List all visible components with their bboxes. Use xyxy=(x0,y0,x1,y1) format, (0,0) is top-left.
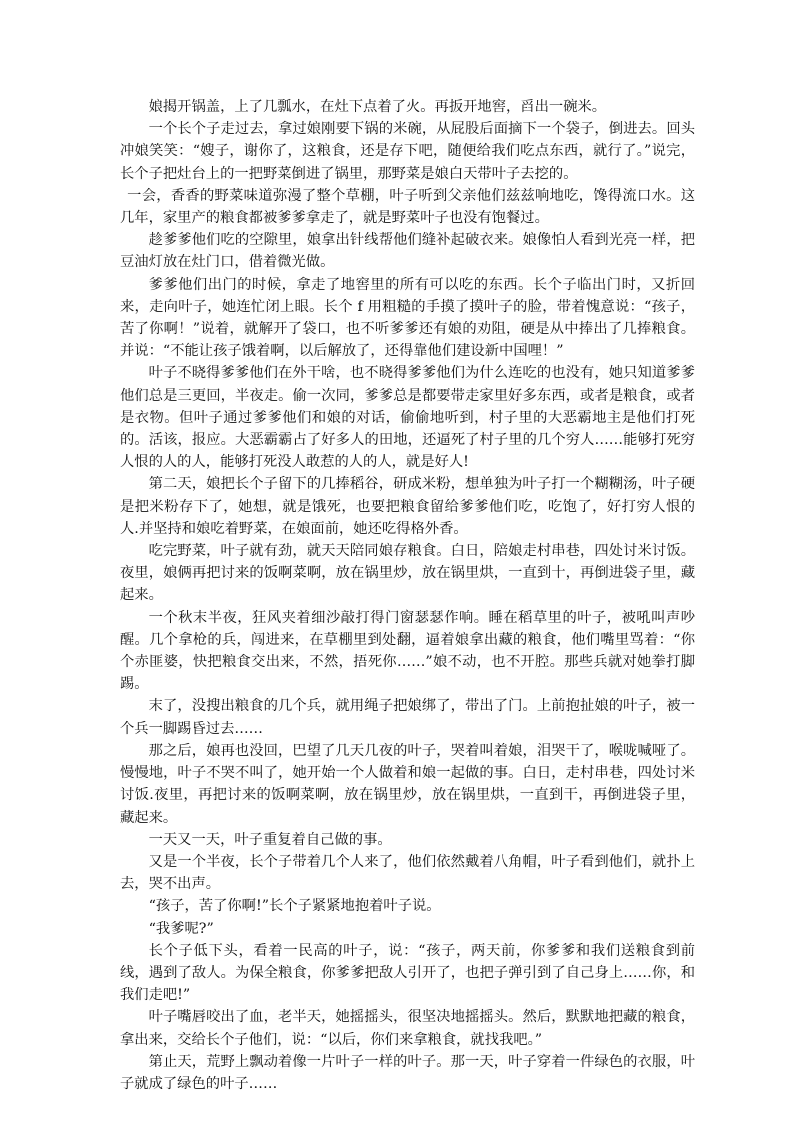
paragraph: 叶子嘴唇咬出了血，老半天，她摇摇头，很坚决地摇摇头。然后，默默地把藏的粮食，拿出来，交给长个子他们，说：“以后，你们来拿粮食，就找我吧。” xyxy=(120,1009,695,1048)
paragraph: 长个子低下头，看着一民高的叶子，说：“孩子，两天前，你爹爹和我们送粮食到前线，遇到了敌人。为保全粮食，你爹爹把敌人引开了，也把子弹引到了自己身上……你，和我们走吧!” xyxy=(120,942,695,1004)
paragraph: 一天又一天，叶子重复着自己做的事。 xyxy=(148,831,392,848)
paragraph: 一会，香香的野菜味道弥漫了整个草棚，叶子听到父亲他们兹兹响地吃，馋得流口水。这几年，家里产的粮食都被爹爹拿走了，就是野菜叶子也没有饱餐过。 xyxy=(120,187,695,227)
paragraph: 那之后，娘再也没回，巴望了几天几夜的叶子，哭着叫着娘，泪哭干了，喉咙喊哑了。慢慢地，叶子不哭不叫了，她开始一个人做着和娘一起做的事。白日，走村串巷，四处讨米讨饭.夜里，再把讨来的饭啊菜啊，放在锅里炒，放在锅里烘，一直到干，再倒进袋子里，藏起来。 xyxy=(120,742,695,826)
paragraph: 趁爹爹他们吃的空隙里，娘拿出针线帮他们缝补起破衣来。娘像怕人看到光亮一样，把豆油灯放在灶门口，借着微光做。 xyxy=(120,232,695,271)
paragraph: 一个长个子走过去，拿过娘刚要下锅的米碗，从屁股后面摘下一个袋子，倒进去。回头冲娘笑笑：“嫂子，谢你了，这粮食，还是存下吧，随便给我们吃点东西，就行了。”说完，长个子把灶台上的一把野菜倒进了锅里，那野菜是娘白天带叶子去挖的。 xyxy=(120,121,695,182)
paragraph: 第二天，娘把长个子留下的几捧稻谷，研成米粉，想单独为叶子打一个糊糊汤，叶子硬是把米粉存下了，她想，就是饿死，也要把粮食留给爹爹他们吃，吃饱了，好打穷人恨的人.并坚持和娘吃着野菜，在娘面前，她还吃得格外香。 xyxy=(120,476,695,537)
paragraph: 一个秋末半夜，狂风夹着细沙敲打得门窗瑟瑟作响。睡在稻草里的叶子，被吼叫声吵醒。几个拿枪的兵，闯进来，在草棚里到处翻，逼着娘拿出藏的粮食，他们嘴里骂着：“你个赤匪婆，快把粮食交出来，不然，捂死你……”娘不动，也不开腔。那些兵就对她拳打脚踢。 xyxy=(120,609,695,693)
paragraph: “我爹呢?” xyxy=(148,920,214,937)
paragraph: 又是一个半夜，长个子带着几个人来了，他们依然戴着八角帽，叶子看到他们，就扑上去，哭不出声。 xyxy=(120,853,695,893)
paragraph: 叶子不晓得爹爹他们在外干啥，也不晓得爹爹他们为什么连吃的也没有，她只知道爹爹他们总是三更回，半夜走。偷一次同，爹爹总是都要带走家里好多东西，或者是粮食，或者是衣物。但叶子通过爹爹他们和娘的对话，偷偷地听到，村子里的大恶霸地主是他们打死的。活该，报应。大恶霸霸占了好多人的田地，还逼死了村子里的几个穷人……能够打死穷人恨的人的人，能够打死没人敢惹的人的人，就是好人! xyxy=(120,365,695,471)
paragraph: “孩子，苦了你啊!”长个子紧紧地抱着叶子说。 xyxy=(148,898,441,915)
paragraph: 爹爹他们出门的时候，拿走了地窖里的所有可以吃的东西。长个子临出门时，又折回来，走向叶子，她连忙闭上眼。长个 f 用粗糙的手摸了摸叶子的脸，带着愧意说：“孩子，苦了你啊！”说着，就解开了袋口，也不听爹爹还有娘的劝阻，硬是从中捧出了几捧粮食。并说：“不能让孩子饿着啊，以后解放了，还得靠他们建设新中国哩！” xyxy=(120,276,695,360)
paragraph: 末了，没搜出粮食的几个兵，就用绳子把娘绑了，带出了门。上前抱扯娘的叶子，被一个兵一脚踢昏过去…… xyxy=(120,698,695,737)
paragraph: 吃完野菜，叶子就有劲，就天天陪同娘存粮食。白日，陪娘走村串巷，四处讨米讨饭。夜里，娘俩再把讨来的饭啊菜啊，放在锅里炒，放在锅里烘，一直到十，再倒进袋子里，藏起来。 xyxy=(120,543,695,604)
paragraph: 第止天，荒野上飘动着像一片叶子一样的叶子。那一天，叶子穿着一件绿色的衣服，叶子就成了绿色的叶子…… xyxy=(120,1053,695,1092)
document-body xyxy=(120,96,695,1095)
paragraph: 娘揭开锅盖，上了几瓢水，在灶下点着了火。再扳开地窖，舀出一碗米。 xyxy=(148,99,607,115)
